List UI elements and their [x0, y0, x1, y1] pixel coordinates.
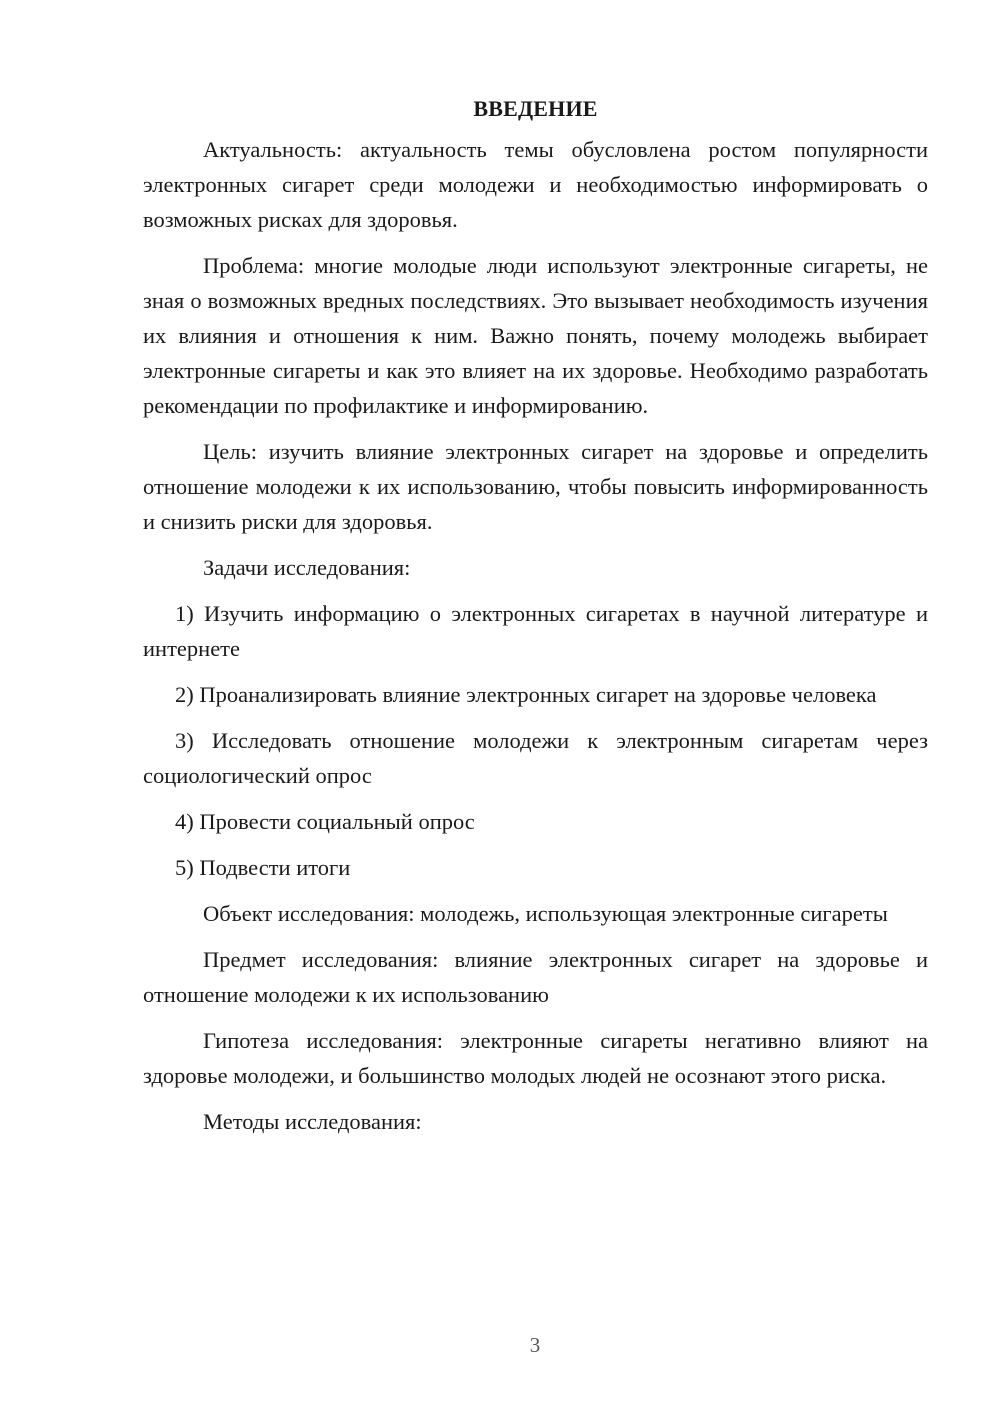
task-item: 3) Исследовать отношение молодежи к электронным сигаретам через социологический опрос: [143, 728, 928, 788]
page-number: 3: [529, 1333, 541, 1357]
object-paragraph: Объект исследования: молодежь, использующая электронные сигареты: [203, 901, 888, 926]
tasks-title: Задачи исследования:: [203, 555, 411, 580]
goal-paragraph: Цель: изучить влияние электронных сигарет на здоровье и определить отношение молодежи к их использованию, чтобы повысить информированность и снизить риски для здоровья.: [143, 439, 928, 534]
hypothesis-paragraph: Гипотеза исследования: электронные сигареты негативно влияют на здоровье молодежи, и большинство молодых людей не осознают этого риска.: [143, 1028, 928, 1088]
methods-paragraph: Методы исследования:: [203, 1109, 422, 1134]
document-page: [143, 92, 928, 1150]
task-item: 4) Провести социальный опрос: [175, 809, 475, 834]
section-heading: ВВЕДЕНИЕ: [473, 96, 598, 121]
task-item: 5) Подвести итоги: [175, 855, 351, 880]
subject-paragraph: Предмет исследования: влияние электронных сигарет на здоровье и отношение молодежи к их использованию: [143, 947, 928, 1007]
task-item: 2) Проанализировать влияние электронных сигарет на здоровье человека: [175, 682, 877, 707]
problem-paragraph: Проблема: многие молодые люди используют электронные сигареты, не зная о возможных вредных последствиях. Это вызывает необходимость изучения их влияния и отношения к ним. Важно понять, почему молодежь выбирает электронные сигареты и как это влияет на их здоровье. Необходимо разработать рекомендации по профилактике и информированию.: [143, 253, 928, 418]
task-item: 1) Изучить информацию о электронных сигаретах в научной литературе и интернете: [143, 601, 928, 661]
relevance-paragraph: Актуальность: актуальность темы обусловлена ростом популярности электронных сигарет среди молодежи и необходимостью информировать о возможных рисках для здоровья.: [143, 137, 928, 232]
